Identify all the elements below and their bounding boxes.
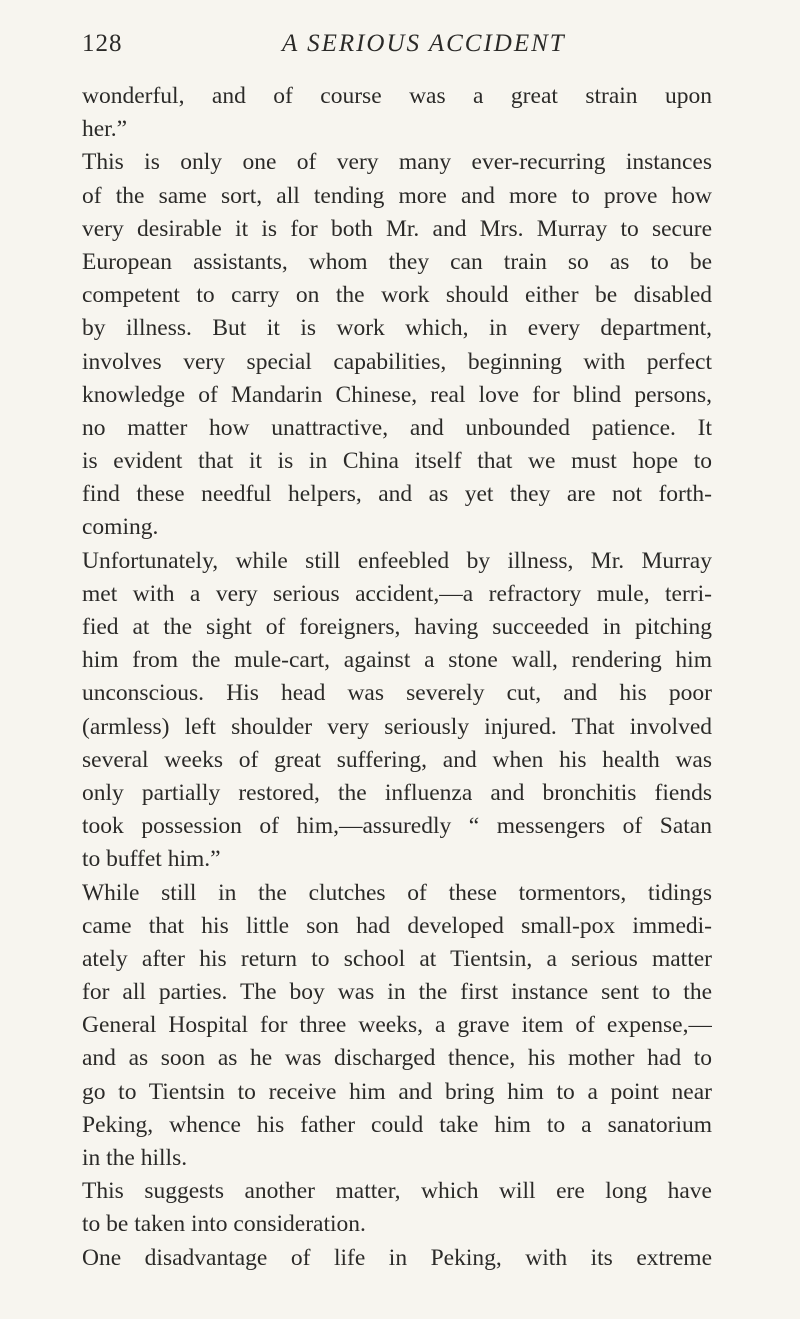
text-line: While still in the clutches of these tormentors, tidings (82, 879, 712, 906)
text-line: General Hospital for three weeks, a grave item of expense,— (82, 1012, 712, 1039)
text-line: find these needful helpers, and as yet they are not forth- (82, 481, 712, 508)
text-line: Unfortunately, while still enfeebled by illness, Mr. Murray (82, 547, 712, 574)
text-line: only partially restored, the influenza and bronchitis fiends (82, 779, 712, 806)
text-line: of the same sort, all tending more and more to prove how (82, 182, 712, 209)
text-line: no matter how unattractive, and unbounded patience. It (82, 414, 712, 441)
text-line: took possession of him,—assuredly “ messengers of Satan (82, 813, 712, 840)
text-line: go to Tientsin to receive him and bring him to a point near (82, 1078, 712, 1105)
text-line: knowledge of Mandarin Chinese, real love for blind persons, (82, 381, 712, 408)
text-line: This is only one of very many ever-recurring instances (82, 149, 712, 176)
text-line: is evident that it is in China itself that we must hope to (82, 448, 712, 475)
text-line: him from the mule-cart, against a stone wall, rendering him (82, 647, 712, 674)
body-text (82, 80, 712, 1275)
text-line: to buffet him.” (82, 846, 221, 873)
text-line: coming. (82, 514, 159, 541)
text-line: European assistants, whom they can train so as to be (82, 248, 712, 275)
text-line: by illness. But it is work which, in every department, (82, 315, 712, 342)
text-line: to be taken into consideration. (82, 1211, 366, 1238)
text-line: unconscious. His head was severely cut, and his poor (82, 680, 712, 707)
page-number: 128 (82, 30, 123, 57)
text-line: Peking, whence his father could take him to a sanatorium (82, 1111, 712, 1138)
text-line: very desirable it is for both Mr. and Mrs. Murray to secure (82, 215, 712, 242)
running-title: A SERIOUS ACCIDENT (282, 30, 566, 57)
text-line: (armless) left shoulder very seriously injured. That involved (82, 713, 712, 740)
text-line: fied at the sight of foreigners, having succeeded in pitching (82, 614, 712, 640)
text-line: This suggests another matter, which will ere long have (82, 1178, 712, 1205)
text-line: met with a very serious accident,—a refractory mule, terri- (82, 580, 712, 607)
text-line: competent to carry on the work should either be disabled (82, 282, 712, 309)
text-line: involves very special capabilities, beginning with perfect (82, 348, 712, 375)
text-line: wonderful, and of course was a great strain upon (82, 83, 712, 109)
text-line: her.” (82, 116, 128, 143)
text-line: came that his little son had developed small-pox immedi- (82, 912, 712, 939)
text-line: One disadvantage of life in Peking, with its extreme (82, 1244, 712, 1271)
text-line: ately after his return to school at Tientsin, a serious matter (82, 945, 712, 972)
text-line: in the hills. (82, 1145, 188, 1171)
running-head (82, 30, 712, 66)
text-line: and as soon as he was discharged thence, his mother had to (82, 1045, 712, 1072)
text-line: for all parties. The boy was in the first instance sent to the (82, 979, 712, 1006)
text-line: several weeks of great suffering, and when his health was (82, 746, 712, 773)
